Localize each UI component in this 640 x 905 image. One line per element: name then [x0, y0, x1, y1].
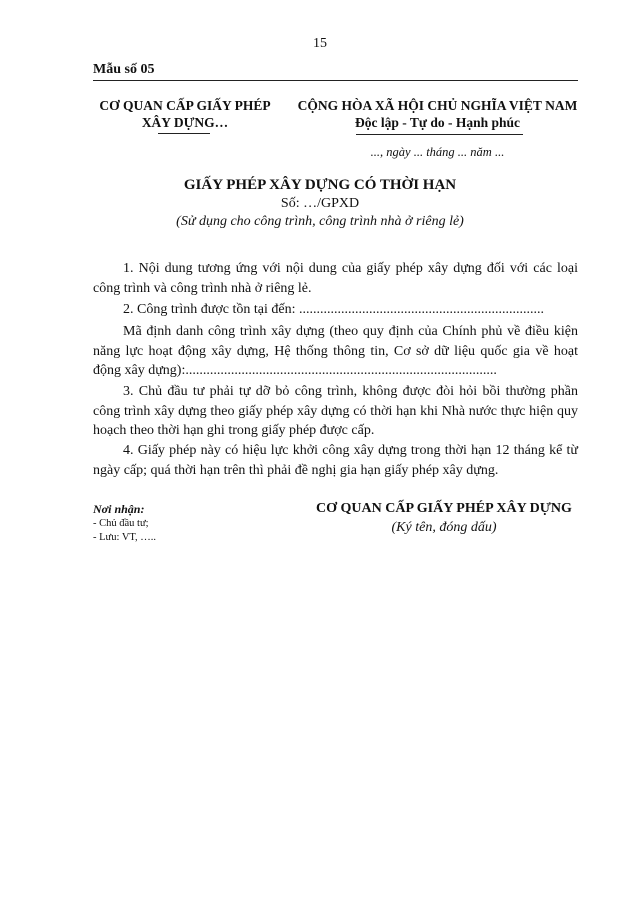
place-date-line: ..., ngày ... tháng ... năm ... [370, 145, 505, 159]
body-paragraph-2: 2. Công trình được tồn tại đến: ...................................................................... [123, 302, 544, 317]
document-title: GIẤY PHÉP XÂY DỰNG CÓ THỜI HẠN [183, 177, 457, 193]
recipients-title: Nơi nhận: [93, 502, 145, 516]
agency-underline [158, 133, 210, 134]
recipient-item-1: - Chủ đầu tư; [93, 518, 149, 529]
permit-number: Số: …/GPXD [280, 196, 360, 211]
form-number: Mẫu số 05 [93, 62, 155, 77]
issuing-agency-header [80, 97, 290, 131]
body-paragraph-5: 4. Giấy phép này có hiệu lực khởi công xây dựng trong thời hạn 12 tháng kể từ ngày cấp; quá thời hạn trên thì phải đề nghị gia hạn giấy phép xây dựng. [93, 443, 578, 478]
signing-agency: CƠ QUAN CẤP GIẤY PHÉP XÂY DỰNG [316, 501, 572, 516]
issuing-agency-line1: CƠ QUAN CẤP GIẤY PHÉP [99, 98, 271, 113]
recipient-item-2: - Lưu: VT, ….. [93, 532, 157, 543]
usage-note: (Sử dụng cho công trình, công trình nhà ở riêng lẻ) [176, 214, 464, 229]
national-header [290, 97, 585, 131]
body-paragraph-1: 1. Nội dung tương ứng với nội dung của giấy phép xây dựng đối với các loại công trình và công trình nhà ở riêng lẻ. [93, 261, 578, 296]
issuing-agency-line2: XÂY DỰNG… [141, 115, 229, 130]
body-paragraph-4: 3. Chủ đầu tư phải tự dỡ bỏ công trình, không được đòi hỏi bồi thường phần công trình xây dựng theo giấy phép xây dựng có thời hạn khi Nhà nước thực hiện quy hoạch theo thời hạn ghi trong giấy phép được cấp. [93, 384, 578, 438]
nation-name: CỘNG HÒA XÃ HỘI CHỦ NGHĨA VIỆT NAM [297, 98, 578, 113]
header-divider [93, 80, 578, 81]
motto-underline [356, 134, 523, 135]
body-paragraph-3: Mã định danh công trình xây dựng (theo quy định của Chính phủ về điều kiện năng lực hoạt động xây dựng, Hệ thống thông tin, Cơ sở dữ liệu quốc gia về hoạt động xây dựng):......................................................................................... [93, 324, 578, 378]
signature-note: (Ký tên, đóng dấu) [391, 520, 497, 535]
nation-motto: Độc lập - Tự do - Hạnh phúc [354, 115, 521, 130]
page-number: 15 [313, 36, 327, 51]
